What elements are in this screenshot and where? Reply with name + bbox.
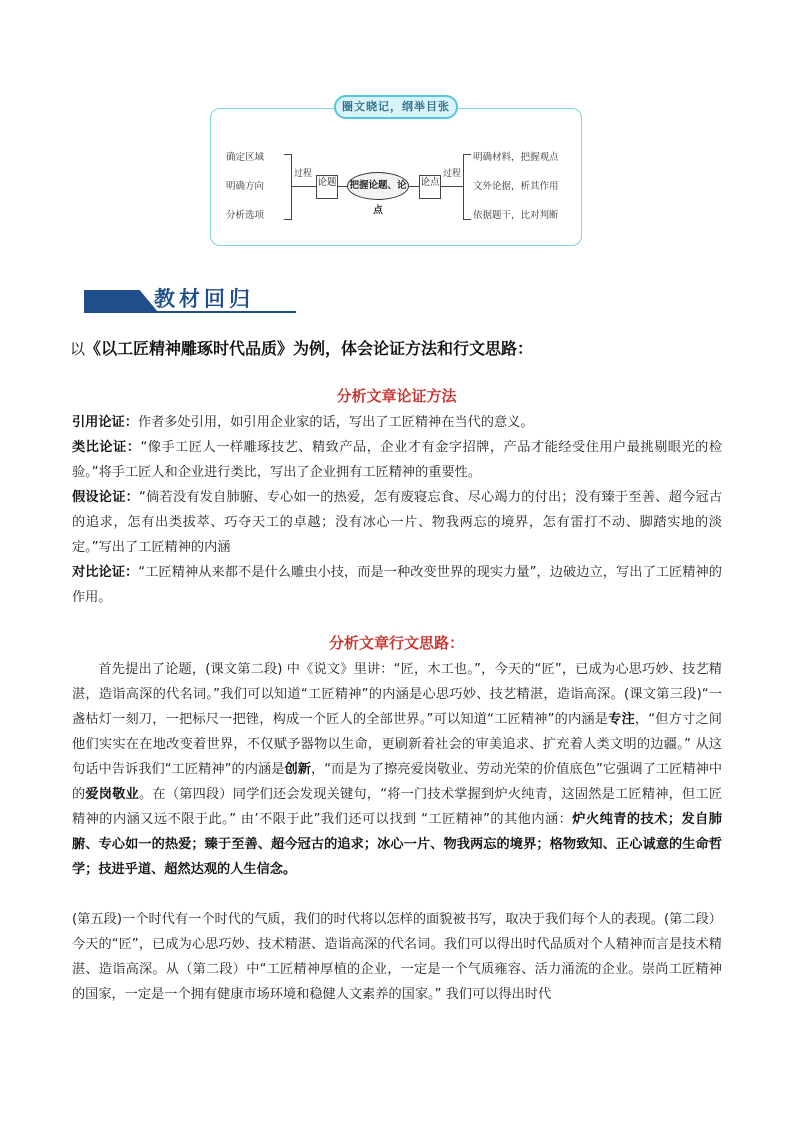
diagram-left-bracket xyxy=(284,154,292,220)
p1-bold-4: 炉火纯青的技术；发自肺腑、专心如一的热爱；臻于至善、超今冠古的追求；冰心一片、物我两忘的境界；格物致知、正心诚意的生命哲学；技进乎道、超然达观的人生信念。 xyxy=(72,812,722,877)
diagram-right-box: 论点 xyxy=(419,175,441,199)
diagram-right-item: 文外论据，析其作用 xyxy=(473,181,559,192)
method-text: “工匠精神从来都不是什么雕虫小技，而是一种改变世界的现实力量”，边破边立，写出了工匠精神的作用。 xyxy=(72,565,722,605)
diagram-connector xyxy=(338,186,347,187)
diagram-title: 圈文晓记，纲举目张 xyxy=(334,95,458,119)
method-item xyxy=(72,435,722,485)
diagram-right-bracket xyxy=(463,154,471,220)
structure-paragraph-2: (第五段)一个时代有一个时代的气质，我们的时代将以怎样的面貌被书写，取决于我们每个人的表现。(第二段）今天的“匠”，已成为心思巧妙、技术精湛、造诣高深的代名词。我们可以得出时代品质对个人精神而言是技术精湛、造诣高深。从（第二段）中“工匠精神厚植的企业，一定是一个气质雍容、活力涌流的企业。崇尚工匠精神的国家，一定是一个拥有健康市场环境和稳健人文素养的国家。” 我们可以得出时代 xyxy=(72,912,722,1002)
method-label: 对比论证： xyxy=(72,565,139,580)
p1-bold-1: 专注 xyxy=(608,712,635,727)
intro-text: 《以工匠精神雕琢时代品质》为例，体会论证方法和行文思路： xyxy=(85,339,534,358)
method-label: 引用论证： xyxy=(72,415,138,430)
methods-block xyxy=(72,410,722,610)
heading-methods: 分析文章论证方法 xyxy=(336,387,457,405)
diagram-right-process: 过程 xyxy=(443,169,462,179)
intro-lead: 以 xyxy=(70,340,86,358)
p1-text-2: ，“但方寸之间他们实实在在地改变着世界，不仅赋予器物以生命，更刷新着社会的审美追求、扩充着人类文明的边疆。” 从这句话中告诉我们“工匠精神”的内涵是 xyxy=(72,712,722,777)
structure-paragraph-1 xyxy=(72,657,722,882)
method-label: 类比论证： xyxy=(72,440,141,455)
method-text: “倘若没有发自肺腑、专心如一的热爱，怎有废寝忘食、尽心竭力的付出；没有臻于至善、超今冠古的追求，怎有出类拔萃、巧夺天工的卓越；没有冰心一片、物我两忘的境界，怎有雷打不动、脚踏实地的淡定。”写出了工匠精神的内涵 xyxy=(72,490,723,555)
diagram-right-item: 依据题干，比对判断 xyxy=(473,210,559,221)
p1-text-3: ，“而是为了擦亮爱岗敬业、劳动光荣的价值底色”它强调了工匠精神中的 xyxy=(72,762,723,802)
diagram-left-item: 明确方向 xyxy=(226,181,265,192)
method-text: 作者多处引用，如引用企业家的话，写出了工匠精神在当代的意义。 xyxy=(137,415,534,430)
diagram-left-item: 确定区域 xyxy=(226,152,265,163)
diagram-left-process: 过程 xyxy=(294,169,313,179)
method-text: “像手工匠人一样雕琢技艺、精致产品，企业才有金字招牌，产品才能经受住用户最挑剔眼光的检验。”将手工匠人和企业进行类比，写出了企业拥有工匠精神的重要性。 xyxy=(72,440,723,480)
heading-structure: 分析文章行文思路： xyxy=(328,634,464,652)
diagram-connector xyxy=(409,186,419,187)
method-item xyxy=(72,485,722,560)
diagram-right-item: 明确材料，把握观点 xyxy=(473,152,559,163)
p1-bold-2: 创新 xyxy=(284,762,311,777)
diagram-left-connector xyxy=(292,186,316,187)
method-item xyxy=(72,410,722,435)
method-item xyxy=(72,560,722,610)
p1-text-4: 。在（第四段）同学们还会发现关键句，“将一门技术掌握到炉火纯青，这固然是工匠精神，但工匠精神的内涵又远不限于此。” 由’不限于此”我们还可以找到 “工匠精神”的其他内涵： xyxy=(72,787,723,827)
section-title: 教材回归 xyxy=(154,286,254,311)
p1-text-1: 首先提出了论题，(课文第二段) 中《说文》里讲：“匠，木工也。”，今天的“匠”，已成为心思巧妙、技艺精湛，造诣高深的代名词。”我们可以知道“工匠精神”的内涵是心思巧妙、技艺精湛，造诣高深。(课文第三段)“一盏枯灯一刻刀，一把标尺一把锉，构成一个匠人的全部世界。”可以知道“工匠精神”的内涵是 xyxy=(72,662,722,727)
diagram-center-node: 把握论题、论点 xyxy=(347,172,409,200)
method-label: 假设论证： xyxy=(72,490,139,505)
diagram-right-connector xyxy=(441,186,463,187)
p1-bold-3: 爱岗敬业 xyxy=(85,787,140,802)
diagram-left-item: 分析选项 xyxy=(226,210,265,221)
diagram-left-box: 论题 xyxy=(316,175,338,199)
intro-line xyxy=(70,336,533,359)
